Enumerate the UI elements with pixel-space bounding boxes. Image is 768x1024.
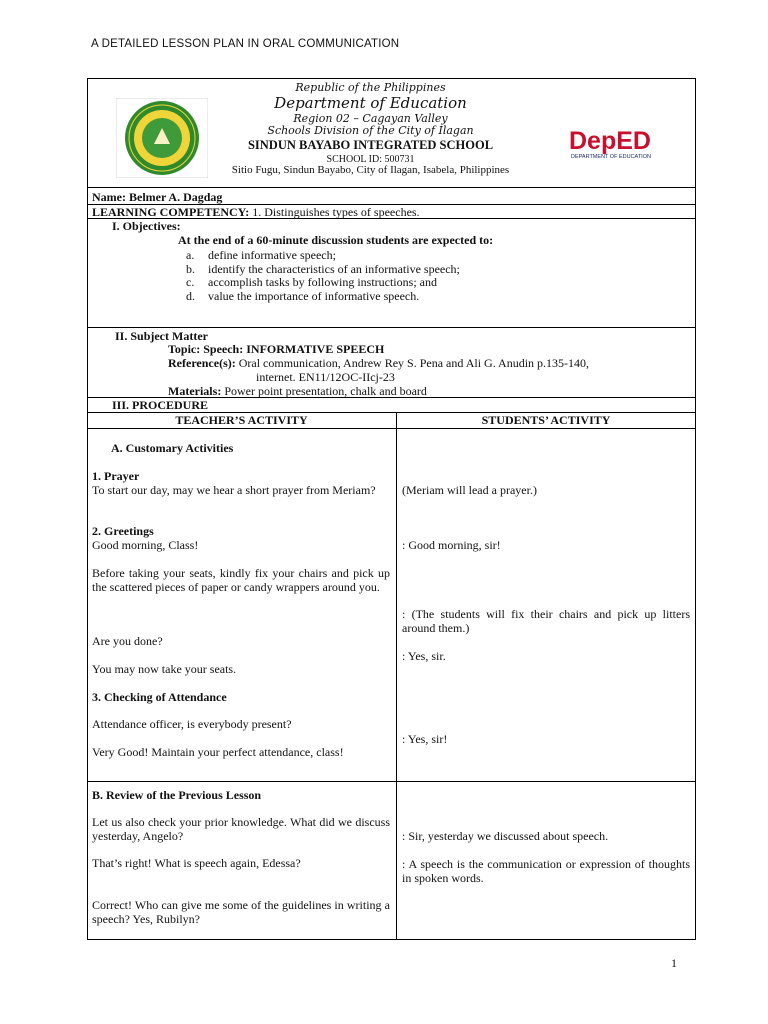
department-line: Department of Education <box>274 94 467 112</box>
attendance-response: : Yes, sir! <box>402 732 448 746</box>
table-rule <box>87 428 696 429</box>
materials-text: Power point presentation, chalk and board <box>221 384 427 398</box>
deped-logo-subtext: DEPARTMENT OF EDUCATION <box>571 154 651 160</box>
done-question: Are you done? <box>92 634 163 648</box>
take-seats-text: You may now take your seats. <box>92 662 237 676</box>
objective-letter: a. <box>186 248 195 262</box>
review-response: : Sir, yesterday we discussed about speech. <box>402 829 609 843</box>
division-line: Schools Division of the City of Ilagan <box>267 124 474 137</box>
review-heading: B. Review of the Previous Lesson <box>92 788 262 802</box>
document-title: A DETAILED LESSON PLAN IN ORAL COMMUNICATION <box>91 38 400 50</box>
objective-letter: b. <box>186 262 195 276</box>
reference-line <box>168 356 688 370</box>
materials-label: Materials: <box>168 384 222 398</box>
materials-line <box>168 384 427 398</box>
table-rule <box>87 187 696 188</box>
prayer-response: (Meriam will lead a prayer.) <box>402 483 537 497</box>
speech-question: That’s right! What is speech again, Edessa? <box>92 856 301 870</box>
table-rule <box>87 327 696 328</box>
objective-item: accomplish tasks by following instructions; and <box>208 275 437 289</box>
teacher-name: Name: Belmer A. Dagdag <box>92 190 223 204</box>
objective-item: value the importance of informative speech. <box>208 289 420 303</box>
guidelines-question: Correct! Who can give me some of the guidelines in writing a speech? Yes, Rubilyn? <box>92 898 390 926</box>
student-activity-header: STUDENTS’ ACTIVITY <box>481 413 611 427</box>
reference-label: Reference(s): <box>168 356 236 370</box>
greetings-response: : Good morning, sir! <box>402 538 501 552</box>
very-good-text: Very Good! Maintain your perfect attendance, class! <box>92 745 344 759</box>
objectives-intro: At the end of a 60-minute discussion students are expected to: <box>178 233 494 247</box>
customary-heading: A. Customary Activities <box>111 441 234 455</box>
school-id: SCHOOL ID: 500731 <box>326 154 415 165</box>
competency-text: 1. Distinguishes types of speeches. <box>249 205 420 219</box>
subject-matter-heading: II. Subject Matter <box>115 329 208 343</box>
objective-item: identify the characteristics of an informative speech; <box>208 262 460 276</box>
competency-label: LEARNING COMPETENCY: <box>92 205 250 219</box>
republic-line: Republic of the Philippines <box>295 81 446 94</box>
objective-item: define informative speech; <box>208 248 336 262</box>
region-line: Region 02 – Cagayan Valley <box>293 112 448 125</box>
prayer-text: To start our day, may we hear a short prayer from Meriam? <box>92 483 376 497</box>
attendance-heading: 3. Checking of Attendance <box>92 690 227 704</box>
learning-competency <box>92 205 420 219</box>
review-text: Let us also check your prior knowledge. What did we discuss yesterday, Angelo? <box>92 815 390 843</box>
school-address: Sitio Fugu, Sindun Bayabo, City of Ilagan, Isabela, Philippines <box>231 164 510 176</box>
teacher-activity-header: TEACHER’S ACTIVITY <box>175 413 308 427</box>
procedure-heading: III. PROCEDURE <box>112 398 209 412</box>
attendance-question: Attendance officer, is everybody present? <box>92 717 292 731</box>
school-name: SINDUN BAYABO INTEGRATED SCHOOL <box>247 138 494 152</box>
objectives-heading: I. Objectives: <box>112 219 181 233</box>
greetings-heading: 2. Greetings <box>92 524 154 538</box>
reference-text: Oral communication, Andrew Rey S. Pena and Ali G. Anudin p.135-140, <box>235 356 590 370</box>
table-rule <box>87 781 696 782</box>
reference-line-2: internet. EN11/12OC-IIcj-23 <box>256 370 395 384</box>
column-divider <box>396 412 397 940</box>
greetings-text: Good morning, Class! <box>92 538 199 552</box>
seats-response: : (The students will fix their chairs and pick up litters around them.) <box>402 607 690 635</box>
objective-letter: c. <box>186 275 195 289</box>
page-number: 1 <box>671 956 677 970</box>
prayer-heading: 1. Prayer <box>92 469 140 483</box>
seats-instruction: Before taking your seats, kindly fix your chairs and pick up the scattered pieces of paper or candy wrappers around you. <box>92 566 390 594</box>
done-response: : Yes, sir. <box>402 649 446 663</box>
speech-response: : A speech is the communication or expression of thoughts in spoken words. <box>402 857 690 885</box>
topic-line: Topic: Speech: INFORMATIVE SPEECH <box>168 342 385 356</box>
objective-letter: d. <box>186 289 195 303</box>
deped-logo-text: DepED <box>569 127 651 155</box>
